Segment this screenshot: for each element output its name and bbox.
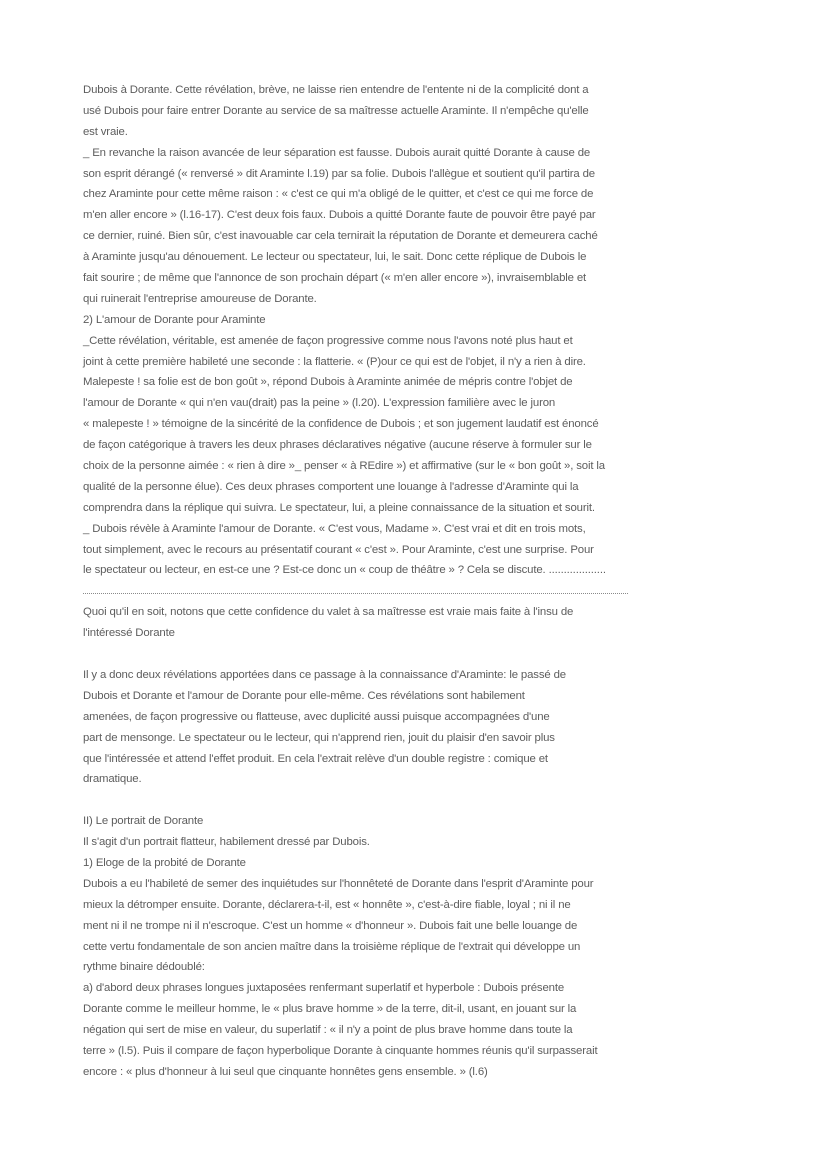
text-line: Il y a donc deux révélations apportées dans ce passage à la connaissance d'Araminte: le passé de	[83, 668, 566, 681]
text-line: fait sourire ; de même que l'annonce de son prochain départ (« m'en aller encore »), invraisemblable et	[83, 272, 587, 285]
text-line: négation qui sert de mise en valeur, du superlatif : « il n'y a point de plus brave homme dans toute la	[83, 1024, 573, 1037]
text-line: Dorante comme le meilleur homme, le « plus brave homme » de la terre, dit-il, usant, en jouant sur la	[83, 1003, 577, 1016]
text-line: joint à cette première habileté une seconde : la flatterie. « (P)our ce qui est de l'objet, il n'y a rien à dire.	[83, 355, 586, 368]
text-line: « malepeste ! » témoigne de la sincérité de la confidence de Dubois ; et son jugement laudatif est énoncé	[83, 418, 599, 431]
text-line: ce dernier, ruiné. Bien sûr, c'est inavouable car cela ternirait la réputation de Dorante et demeurera caché	[83, 230, 598, 243]
text-line: l'intéressé Dorante	[83, 627, 175, 640]
text-line: _ En revanche la raison avancée de leur séparation est fausse. Dubois aurait quitté Dorante à cause de	[83, 146, 591, 159]
text-line: choix de la personne aimée : « rien à dire »_ penser « à REdire ») et affirmative (sur le « bon goût », soit la	[83, 460, 605, 473]
text-line: chez Araminte pour cette même raison : « c'est ce qui m'a obligé de le quitter, et c'est ce qui me force de	[83, 188, 594, 201]
text-line: est vraie.	[83, 125, 128, 138]
text-line: m'en aller encore » (l.16-17). C'est deux fois faux. Dubois a quitté Dorante faute de pouvoir être payé par	[83, 209, 596, 222]
text-line: a) d'abord deux phrases longues juxtaposées renfermant superlatif et hyperbole : Dubois présente	[83, 982, 565, 995]
text-line: 1) Eloge de la probité de Dorante	[83, 856, 246, 869]
text-line: encore : « plus d'honneur à lui seul que cinquante honnêtes gens ensemble. » (l.6)	[83, 1065, 488, 1078]
document-page	[83, 80, 628, 1083]
text-line: part de mensonge. Le spectateur ou le lecteur, qui n'apprend rien, jouit du plaisir d'en savoir plus	[83, 731, 555, 744]
text-line: l'amour de Dorante « qui n'en vau(drait) pas la peine » (l.20). L'expression familière avec le juron	[83, 397, 556, 410]
text-line: Dubois a eu l'habileté de semer des inquiétudes sur l'honnêteté de Dorante dans l'esprit d'Araminte pour	[83, 877, 594, 890]
text-line: Dubois et Dorante et l'amour de Dorante pour elle-même. Ces révélations sont habilement	[83, 689, 525, 702]
text-line: _ Dubois révèle à Araminte l'amour de Dorante. « C'est vous, Madame ». C'est vrai et dit en trois mots,	[83, 522, 586, 535]
text-line: mieux la détromper ensuite. Dorante, déclarera-t-il, est « honnête », c'est-à-dire fiable, loyal ; ni il ne	[83, 898, 571, 911]
dotted-separator	[83, 581, 628, 602]
text-line: _Cette révélation, véritable, est amenée de façon progressive comme nous l'avons noté plus haut et	[83, 334, 573, 347]
text-line: le spectateur ou lecteur, en est-ce une ? Est-ce donc un « coup de théâtre » ? Cela se discute. ...................	[83, 564, 606, 577]
text-line: qualité de la personne élue). Ces deux phrases comportent une louange à l'adresse d'Araminte qui la	[83, 480, 579, 493]
text-line: ment ni il ne trompe ni il n'escroque. C'est un homme « d'honneur ». Dubois fait une belle louange de	[83, 919, 578, 932]
text-line: qui ruinerait l'entreprise amoureuse de Dorante.	[83, 292, 317, 305]
text-line: son esprit dérangé (« renversé » dit Araminte l.19) par sa folie. Dubois l'allègue et soutient qu'il partira de	[83, 167, 595, 180]
text-line: terre » (l.5). Puis il compare de façon hyperbolique Dorante à cinquante hommes réunis qu'il surpasserait	[83, 1044, 598, 1057]
text-line: Malepeste ! sa folie est de bon goût », répond Dubois à Araminte animée de mépris contre l'objet de	[83, 376, 573, 389]
text-line: amenées, de façon progressive ou flatteuse, avec duplicité aussi puisque accompagnées d'une	[83, 710, 550, 723]
text-line: 2) L'amour de Dorante pour Araminte	[83, 313, 266, 326]
blank-line	[83, 790, 628, 811]
text-line: tout simplement, avec le recours au présentatif courant « c'est ». Pour Araminte, c'est une surprise. Pour	[83, 543, 594, 556]
text-line: II) Le portrait de Dorante	[83, 815, 204, 828]
text-line: usé Dubois pour faire entrer Dorante au service de sa maîtresse actuelle Araminte. Il n'empêche qu'elle	[83, 104, 589, 117]
text-line: Quoi qu'il en soit, notons que cette confidence du valet à sa maîtresse est vraie mais faite à l'insu de	[83, 606, 574, 619]
text-line: cette vertu fondamentale de son ancien maître dans la troisième réplique de l'extrait qui développe un	[83, 940, 581, 953]
text-line: Dubois à Dorante. Cette révélation, brève, ne laisse rien entendre de l'entente ni de la complicité dont a	[83, 84, 589, 96]
text-line: à Araminte jusqu'au dénouement. Le lecteur ou spectateur, lui, le sait. Donc cette réplique de Dubois le	[83, 251, 587, 264]
text-line: Il s'agit d'un portrait flatteur, habilement dressé par Dubois.	[83, 836, 370, 849]
text-line: rythme binaire dédoublé:	[83, 961, 205, 974]
blank-line	[83, 644, 628, 665]
text-line: que l'intéressée et attend l'effet produit. En cela l'extrait relève d'un double registre : comique et	[83, 752, 548, 765]
text-line: comprendra dans la réplique qui suivra. Le spectateur, lui, a pleine connaissance de la situation et sourit.	[83, 501, 595, 514]
text-line: dramatique.	[83, 773, 142, 786]
text-line: de façon catégorique à travers les deux phrases déclaratives négative (aucune réserve à formuler sur le	[83, 439, 592, 452]
